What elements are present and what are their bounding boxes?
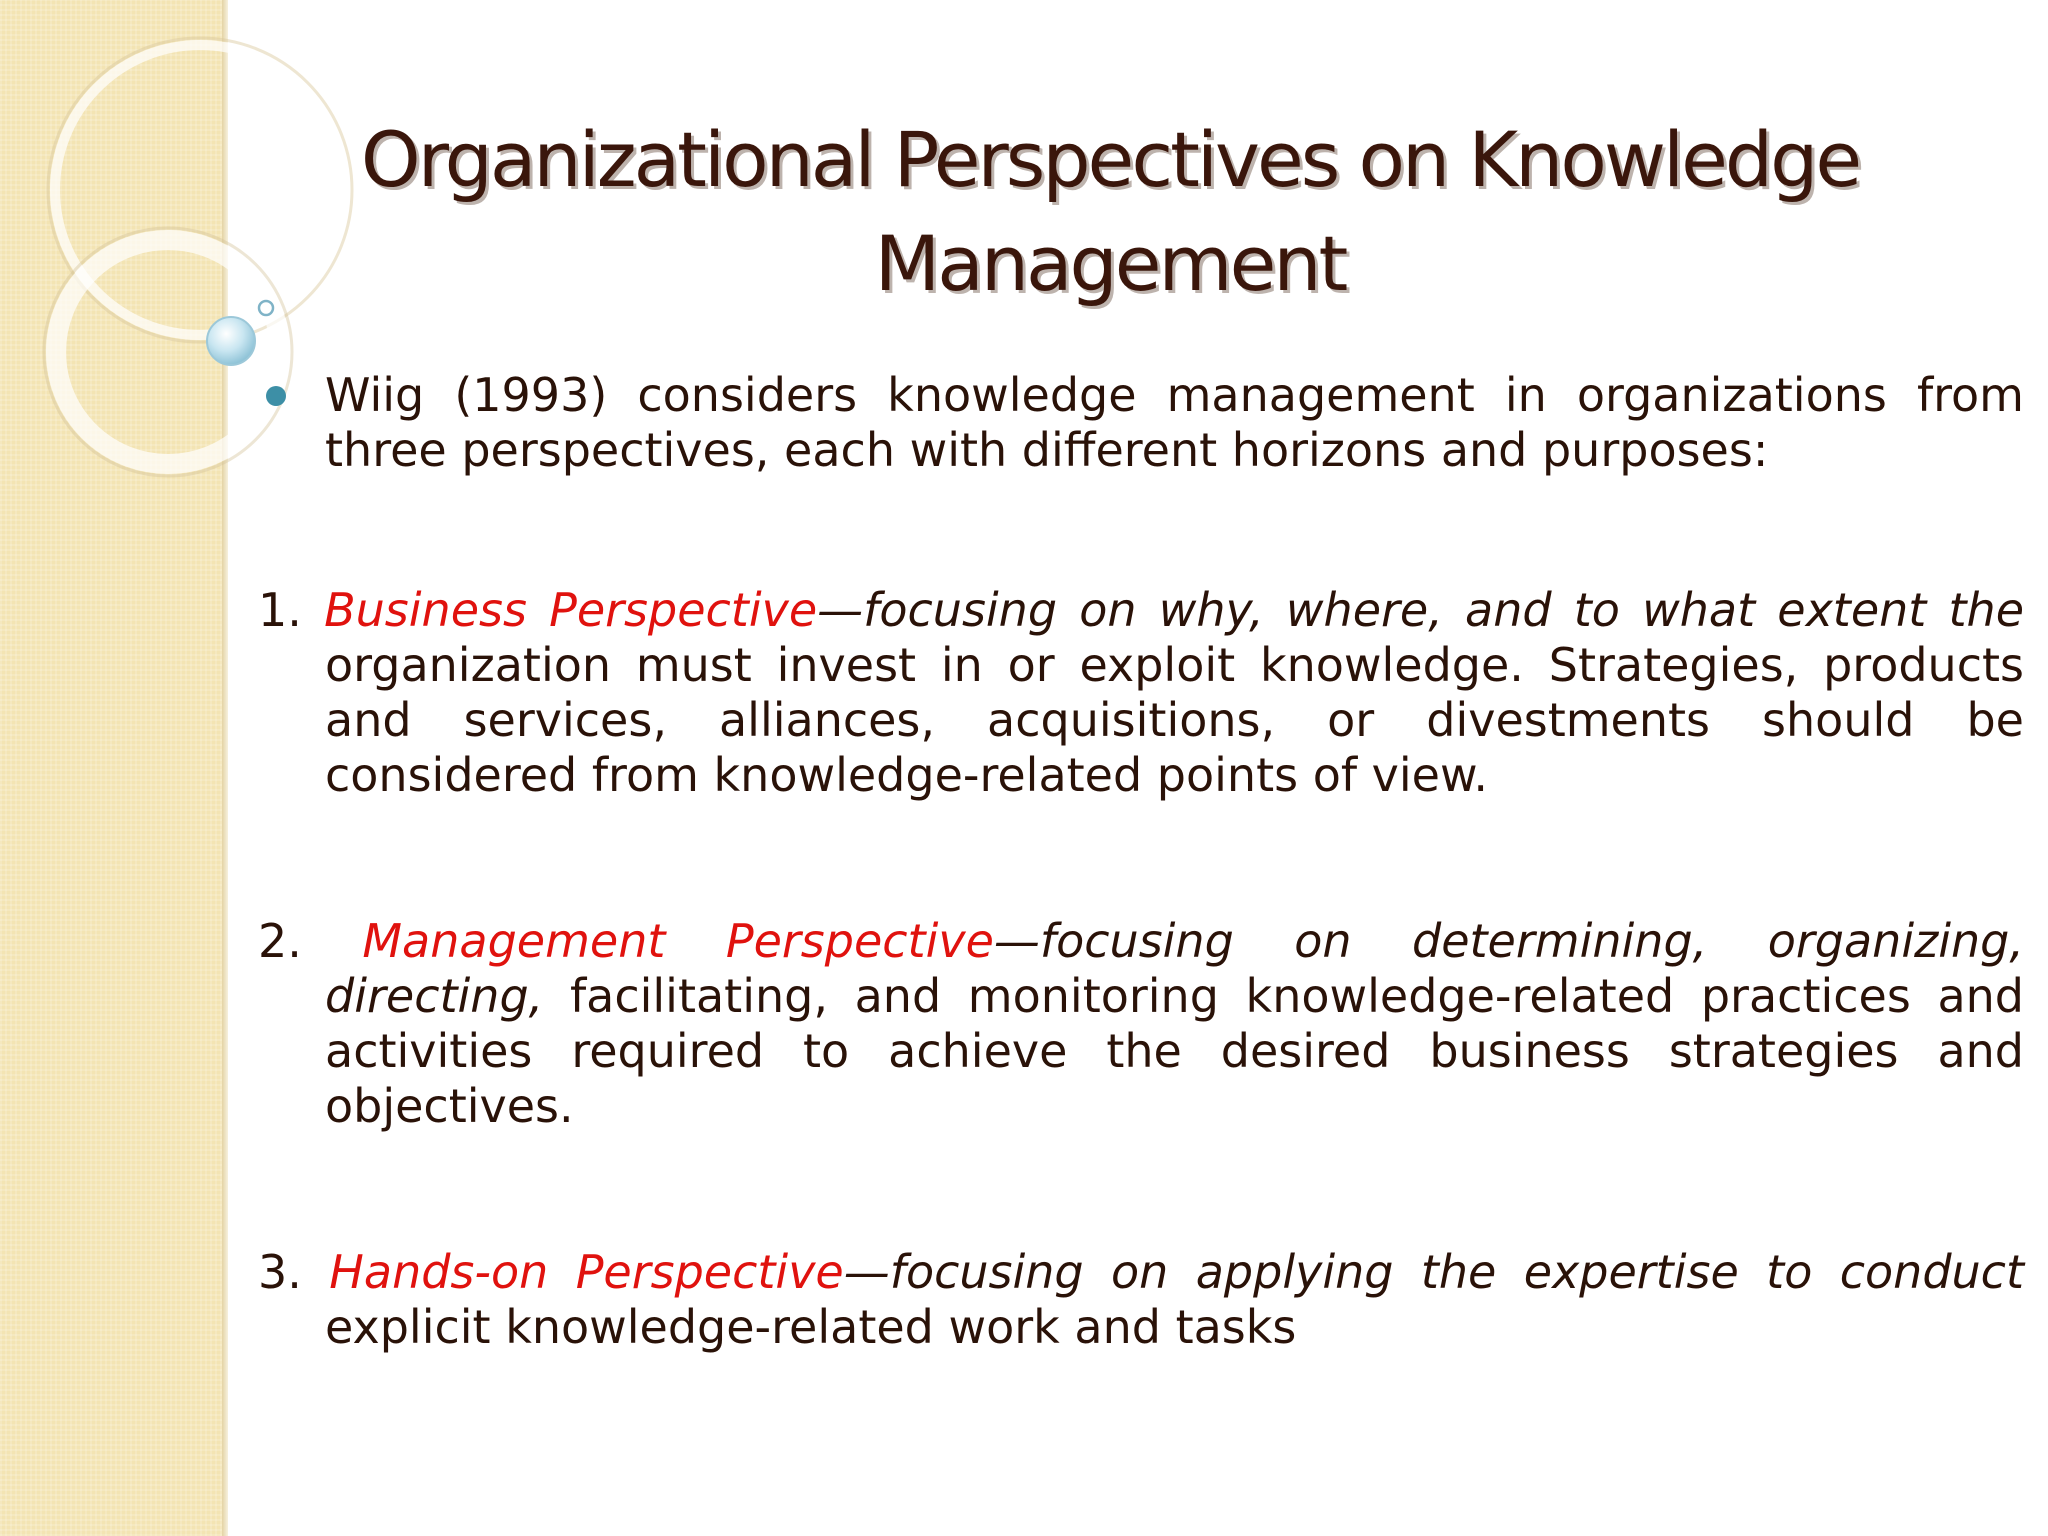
item-term: Management Perspective bbox=[362, 914, 994, 968]
slide-title: Organizational Perspectives on Knowledge Management bbox=[360, 115, 1860, 308]
item-term: Hands-on Perspective bbox=[329, 1245, 844, 1299]
decorative-bubble-large bbox=[207, 317, 255, 365]
bullet-dot-icon bbox=[266, 386, 286, 406]
decorative-bubble-small bbox=[259, 301, 273, 315]
slide-body bbox=[258, 368, 2024, 1355]
item-description: organization must invest in or exploit knowledge. Strategies, products and services, alliances, acquisitions, or divestments should be considered from knowledge-related points of view. bbox=[325, 638, 2024, 802]
item-focus: —focusing on determining, organizing, directing, bbox=[325, 914, 2025, 1023]
intro-bullet bbox=[258, 368, 2024, 478]
perspective-item-hands-on bbox=[258, 1245, 2024, 1355]
item-description: facilitating, and monitoring knowledge-related practices and activities required to achieve the desired business strategies and objectives. bbox=[325, 969, 2025, 1133]
item-number: 2. bbox=[258, 914, 302, 968]
perspective-item-management bbox=[258, 914, 2024, 1134]
perspective-item-business bbox=[258, 583, 2024, 803]
decorative-ring-small-shade bbox=[44, 228, 292, 476]
item-focus: —focusing on why, where, and to what extent the bbox=[817, 583, 2025, 637]
item-number: 1. bbox=[258, 583, 302, 637]
item-term: Business Perspective bbox=[324, 583, 818, 637]
intro-text: Wiig (1993) considers knowledge management in organizations from three perspectives, each with different horizons and purposes: bbox=[325, 368, 2024, 477]
item-description: explicit knowledge-related work and tasks bbox=[325, 1300, 1297, 1354]
item-focus: —focusing on applying the expertise to conduct bbox=[843, 1245, 2024, 1299]
item-number: 3. bbox=[258, 1245, 302, 1299]
